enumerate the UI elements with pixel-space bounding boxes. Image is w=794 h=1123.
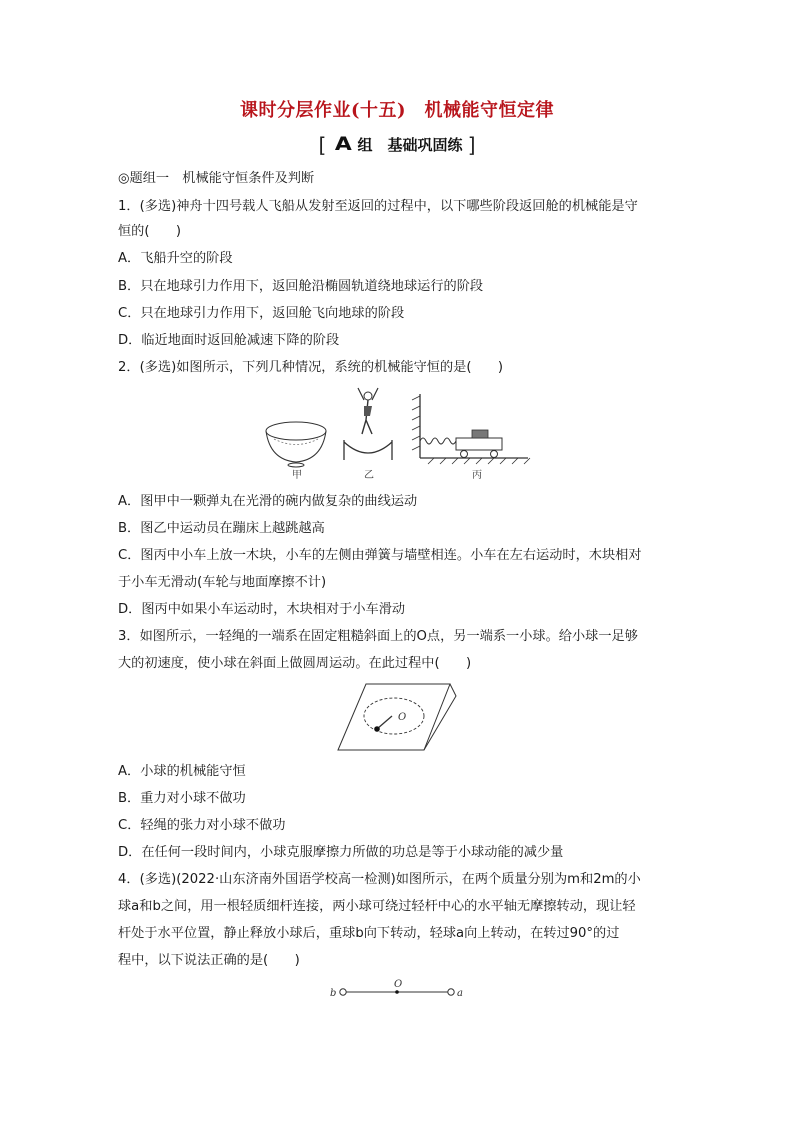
- bowl-figure: [266, 422, 326, 467]
- q1-stem-line2: 恒的( ): [118, 224, 182, 239]
- q2-option-b: B．图乙中运动员在蹦床上越跳越高: [118, 521, 325, 536]
- page-title: 课时分层作业(十五) 机械能守恒定律: [239, 100, 555, 121]
- q1-option-a: A．飞船升空的阶段: [118, 251, 233, 266]
- q1-option-d: D．临近地面时返回舱减速下降的阶段: [118, 333, 340, 348]
- group-label: 组 基础巩固练: [357, 136, 463, 154]
- q1-option-c: C．只在地球引力作用下，返回舱飞向地球的阶段: [118, 306, 405, 321]
- fig-label-bing: 丙: [472, 470, 482, 481]
- q4-stem-line4: 程中，以下说法正确的是( ): [118, 953, 300, 968]
- group-heading: [0, 133, 794, 157]
- group-letter: A: [334, 133, 352, 155]
- q2-figure: [260, 384, 535, 484]
- spring-cart-figure: [412, 394, 530, 464]
- q4-rod-figure: [326, 976, 466, 1002]
- trampoline-figure: [344, 388, 392, 460]
- q4-fig-label-b: b: [330, 988, 337, 999]
- q4-fig-label-o: O: [394, 979, 403, 990]
- q2-option-c-line2: 于小车无滑动(车轮与地面摩擦不计): [118, 575, 327, 590]
- q4-fig-label-a: a: [457, 988, 463, 999]
- q4-stem-line2: 球a和b之间，用一根轻质细杆连接，两小球可绕过轻杆中心的水平轴无摩擦转动，现让轻: [118, 899, 636, 914]
- bracket-right: ]: [467, 133, 476, 157]
- q4-stem-line1: 4．(多选)(2022·山东济南外国语学校高一检测)如图所示，在两个质量分别为m和2m的小: [118, 872, 641, 887]
- q2-option-c-line1: C．图丙中小车上放一木块，小车的左侧由弹簧与墙壁相连。小车在左右运动时，木块相对: [118, 548, 642, 563]
- q2-option-d: D．图丙中如果小车运动时，木块相对于小车滑动: [118, 602, 406, 617]
- q3-incline-figure: [336, 680, 458, 752]
- q2-stem: 2．(多选)如图所示，下列几种情况，系统的机械能守恒的是( ): [118, 360, 504, 375]
- q1-option-b: B．只在地球引力作用下，返回舱沿椭圆轨道绕地球运行的阶段: [118, 279, 484, 294]
- q3-stem-line1: 3．如图所示，一轻绳的一端系在固定粗糙斜面上的O点，另一端系一小球。给小球一足够: [118, 629, 638, 644]
- q3-option-b: B．重力对小球不做功: [118, 791, 246, 806]
- q3-stem-line2: 大的初速度，使小球在斜面上做圆周运动。在此过程中( ): [118, 656, 472, 671]
- fig-label-jia: 甲: [292, 470, 302, 481]
- q2-option-a: A．图甲中一颗弹丸在光滑的碗内做复杂的曲线运动: [118, 494, 418, 509]
- q3-option-c: C．轻绳的张力对小球不做功: [118, 818, 286, 833]
- q4-stem-line3: 杆处于水平位置，静止释放小球后，重球b向下转动，轻球a向上转动，在转过90°的过: [118, 926, 620, 941]
- q1-stem-line1: 1．(多选)神舟十四号载人飞船从发射至返回的过程中，以下哪些阶段返回舱的机械能是守: [118, 199, 638, 214]
- q3-fig-label-o: O: [398, 712, 407, 723]
- q3-option-a: A．小球的机械能守恒: [118, 764, 246, 779]
- bracket-left: [: [318, 133, 327, 157]
- fig-label-yi: 乙: [364, 470, 374, 481]
- section-heading: ◎题组一 机械能守恒条件及判断: [118, 171, 315, 186]
- q3-option-d: D．在任何一段时间内，小球克服摩擦力所做的功总是等于小球动能的减少量: [118, 845, 564, 860]
